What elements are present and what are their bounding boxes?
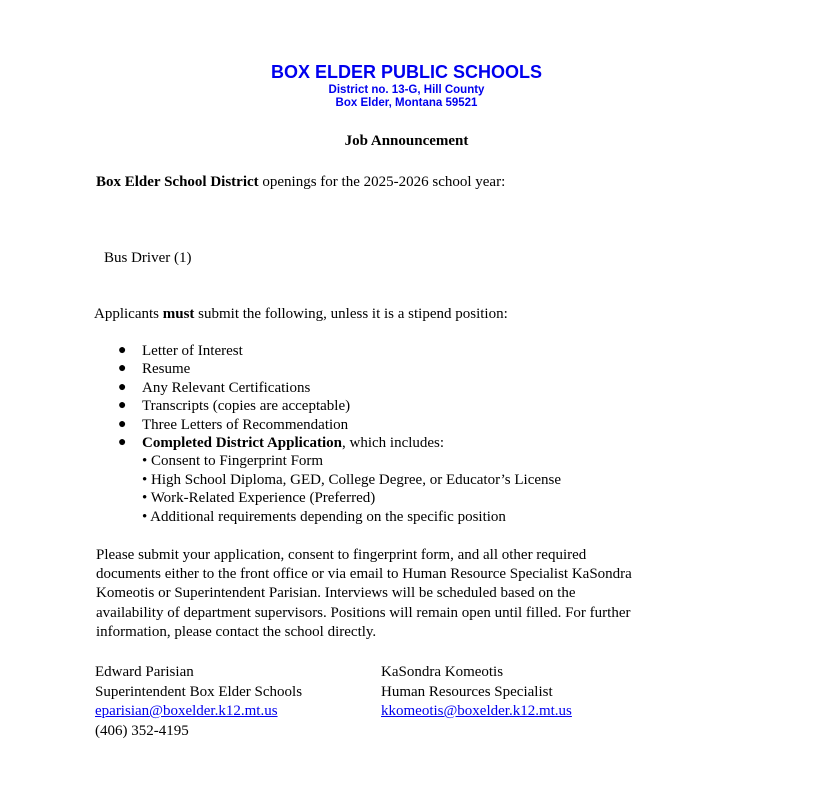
contact-phone: (406) 352-4195 <box>95 722 189 739</box>
list-item: ● Letter of Interest <box>118 343 243 359</box>
bullet-icon: ● <box>118 379 127 395</box>
openings-text: openings for the 2025-2026 school year: <box>258 174 506 190</box>
contact-email-link[interactable]: eparisian@boxelder.k12.mt.us <box>95 703 278 719</box>
sub-list-item: • Additional requirements depending on the specific position <box>142 508 506 525</box>
district-subtitle: District no. 13-G, Hill County <box>328 84 485 96</box>
list-item: ● Completed District Application, which includes: <box>118 434 445 451</box>
contact-title: Human Resources Specialist <box>381 683 553 700</box>
sub-list-item: • Work-Related Experience (Preferred) <box>142 490 376 507</box>
list-item: ● Any Relevant Certifications <box>118 379 311 396</box>
district-address: Box Elder, Montana 59521 <box>335 97 478 109</box>
announcement-title: Job Announcement <box>344 133 469 149</box>
bullet-icon: ● <box>118 434 127 450</box>
position-item: Bus Driver (1) <box>104 250 192 266</box>
bullet-icon: ● <box>118 398 127 414</box>
paragraph-line: Please submit your application, consent to fingerprint form, and all other required <box>96 547 587 563</box>
sub-list-item: • Consent to Fingerprint Form <box>142 453 324 470</box>
applicants-emphasis: must <box>162 306 195 322</box>
contact-hr-specialist <box>381 663 572 722</box>
applicants-prefix: Applicants <box>94 306 163 322</box>
bullet-icon: ● <box>118 361 127 377</box>
district-name: Box Elder School District <box>96 174 259 190</box>
contact-title: Superintendent Box Elder Schools <box>95 683 303 700</box>
applicants-suffix: submit the following, unless it is a stipend position: <box>194 306 508 322</box>
sub-list-item: • High School Diploma, GED, College Degree, or Educator’s License <box>142 471 562 488</box>
contact-superintendent <box>95 663 302 741</box>
submission-paragraph <box>96 546 696 642</box>
application-label: Completed District Application <box>142 434 342 451</box>
paragraph-line: information, please contact the school directly. <box>96 623 377 640</box>
bullet-icon: ● <box>118 343 127 358</box>
bullet-icon: ● <box>118 416 127 432</box>
list-item: ● Resume <box>118 361 191 378</box>
applicants-instruction <box>94 305 508 324</box>
district-title: BOX ELDER PUBLIC SCHOOLS <box>270 62 543 82</box>
requirements-list <box>118 342 561 526</box>
contact-name: KaSondra Komeotis <box>381 664 504 680</box>
openings-intro <box>96 173 505 192</box>
paragraph-line: documents either to the front office or via email to Human Resource Specialist KaSondra <box>96 566 632 583</box>
paragraph-line: Komeotis or Superintendent Parisian. Interviews will be scheduled based on the <box>96 585 576 602</box>
contact-email-link[interactable]: kkomeotis@boxelder.k12.mt.us <box>381 703 572 719</box>
paragraph-line: availability of department supervisors. Positions will remain open until filled. For further <box>96 604 631 621</box>
list-item: ● Three Letters of Recommendation <box>118 416 349 433</box>
contact-name: Edward Parisian <box>95 664 194 680</box>
list-item: ● Transcripts (copies are acceptable) <box>118 398 351 415</box>
